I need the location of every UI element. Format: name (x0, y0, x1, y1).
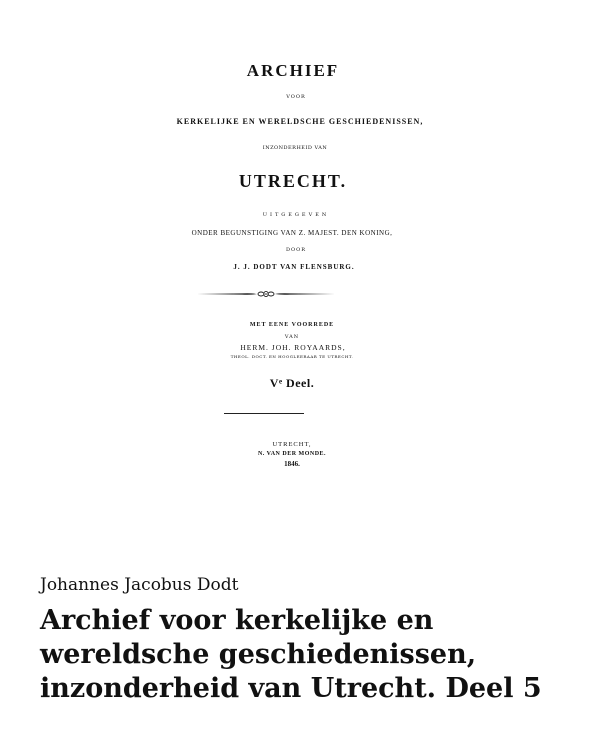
title-page-inzonderheid: INZONDERHEID VAN (262, 145, 328, 151)
caption-author: Johannes Jacobus Dodt (40, 575, 239, 595)
title-page-voor: VOOR (286, 94, 306, 100)
book-caption (40, 574, 580, 706)
title-page-theol: THEOL. DOCT. EN HOOGLEERAAR TE UTRECHT. (230, 354, 354, 359)
title-page-met-eene-voorrede: MET EENE VOORREDE (249, 322, 335, 328)
title-page-publisher: N. VAN DER MONDE. (257, 451, 327, 457)
title-page-utrecht: UTRECHT. (238, 171, 348, 191)
title-page-kerkelijke: KERKELIJKE EN WERELDSCHE GESCHIEDENISSEN, (176, 117, 424, 126)
title-page-royaards: HERM. JOH. ROYAARDS, (240, 343, 346, 352)
title-page-door: DOOR (286, 247, 306, 253)
caption-title-line: wereldsche geschiedenissen, (40, 639, 477, 670)
title-page-place: UTRECHT, (272, 441, 312, 448)
title-page-year: 1846. (284, 460, 300, 468)
title-page-van: VAN (284, 334, 300, 340)
caption-title (40, 604, 580, 706)
title-page-deel: Vᵉ Deel. (269, 376, 315, 390)
title-page-author: J. J. DODT VAN FLENSBURG. (233, 263, 355, 271)
title-page-uitgegeven: UITGEGEVEN (262, 212, 330, 218)
title-page-onder-begunstiging: ONDER BEGUNSTIGING VAN Z. MAJEST. DEN KONING, (191, 229, 393, 237)
caption-title-line: inzonderheid van Utrecht. Deel 5 (40, 673, 542, 704)
plain-rule (224, 413, 304, 414)
ornamental-rule (197, 290, 335, 298)
caption-title-line: Archief voor kerkelijke en (40, 605, 434, 636)
title-page-archief: ARCHIEF (246, 61, 340, 80)
